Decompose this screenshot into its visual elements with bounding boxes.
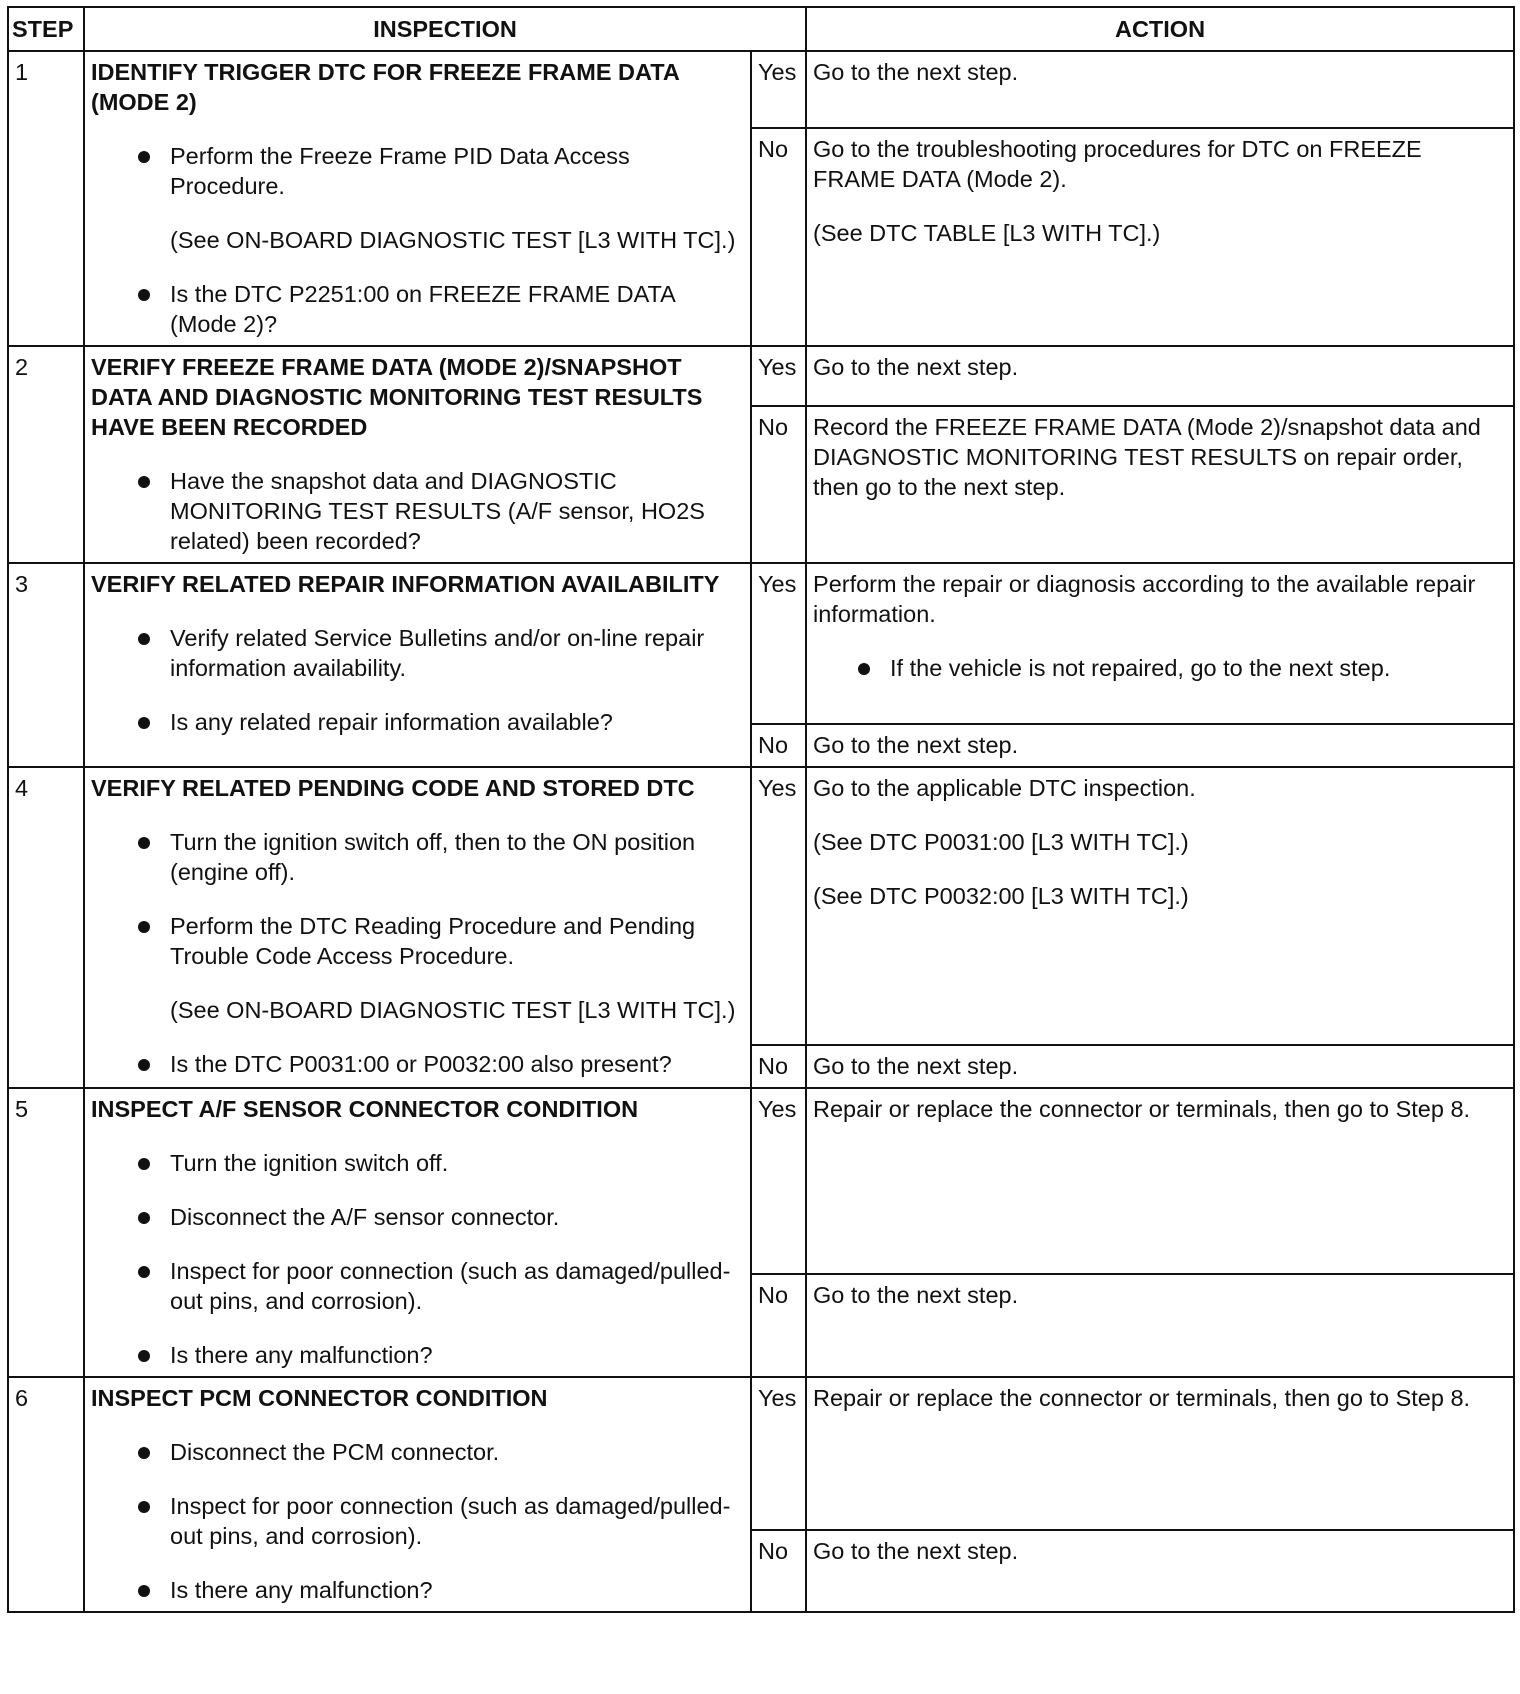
step-title: INSPECT A/F SENSOR CONNECTOR CONDITION bbox=[91, 1096, 639, 1122]
step-1-inspection bbox=[84, 51, 751, 346]
action-text: Go to the applicable DTC inspection. bbox=[813, 775, 1196, 801]
step-title: VERIFY FREEZE FRAME DATA (MODE 2)/SNAPSHOT DATA AND DIAGNOSTIC MONITORING TEST RESULTS HAVE BEEN RECORDED bbox=[91, 354, 703, 440]
yes-label: Yes bbox=[751, 563, 806, 724]
step-6-inspection bbox=[84, 1377, 751, 1612]
step-number: 1 bbox=[8, 51, 84, 346]
step-5-yes-row bbox=[8, 1088, 1514, 1274]
inspection-bullet: Perform the DTC Reading Procedure and Pending Trouble Code Access Procedure. bbox=[91, 911, 743, 971]
reference-note: (See ON-BOARD DIAGNOSTIC TEST [L3 WITH TC].) bbox=[170, 227, 736, 253]
reference-note: (See ON-BOARD DIAGNOSTIC TEST [L3 WITH TC].) bbox=[170, 997, 736, 1023]
step-number: 2 bbox=[8, 346, 84, 563]
step-6-yes-row bbox=[8, 1377, 1514, 1530]
inspection-bullet: Turn the ignition switch off. bbox=[91, 1148, 743, 1178]
inspection-bullet: Have the snapshot data and DIAGNOSTIC MONITORING TEST RESULTS (A/F sensor, HO2S related) been recorded? bbox=[91, 466, 743, 556]
inspection-bullets bbox=[91, 827, 743, 971]
no-label: No bbox=[751, 1045, 806, 1088]
inspection-bullet: Is any related repair information available? bbox=[91, 707, 743, 737]
diagnostic-procedure-table bbox=[7, 6, 1515, 1613]
yes-label: Yes bbox=[751, 767, 806, 1045]
step-4-yes-row bbox=[8, 767, 1514, 1045]
no-action bbox=[806, 1274, 1514, 1377]
action-text: Go to the next step. bbox=[813, 1053, 1019, 1079]
yes-action bbox=[806, 563, 1514, 724]
yes-label: Yes bbox=[751, 1377, 806, 1530]
step-1-yes-row bbox=[8, 51, 1514, 128]
inspection-bullets bbox=[91, 1437, 743, 1605]
action-text: Go to the next step. bbox=[813, 1538, 1019, 1564]
step-title: IDENTIFY TRIGGER DTC FOR FREEZE FRAME DATA (MODE 2) bbox=[91, 59, 679, 115]
action-text: Go to the troubleshooting procedures for DTC on FREEZE FRAME DATA (Mode 2). bbox=[813, 136, 1422, 192]
reference-note: (See DTC TABLE [L3 WITH TC].) bbox=[813, 220, 1161, 246]
step-number: 4 bbox=[8, 767, 84, 1088]
yes-action bbox=[806, 1377, 1514, 1530]
no-label: No bbox=[751, 406, 806, 563]
yes-action bbox=[806, 1088, 1514, 1274]
action-text: Go to the next step. bbox=[813, 732, 1019, 758]
reference-note: (See DTC P0032:00 [L3 WITH TC].) bbox=[813, 883, 1189, 909]
inspection-bullet: Verify related Service Bulletins and/or on-line repair information availability. bbox=[91, 623, 743, 683]
step-2-yes-row bbox=[8, 346, 1514, 406]
no-action bbox=[806, 406, 1514, 563]
action-bullets bbox=[813, 653, 1506, 683]
inspection-bullets bbox=[91, 279, 743, 339]
inspection-bullets bbox=[91, 466, 743, 556]
action-text: Go to the next step. bbox=[813, 354, 1019, 380]
step-4-inspection bbox=[84, 767, 751, 1088]
step-2-inspection bbox=[84, 346, 751, 563]
inspection-bullet: Disconnect the A/F sensor connector. bbox=[91, 1202, 743, 1232]
reference-note: (See DTC P0031:00 [L3 WITH TC].) bbox=[813, 829, 1189, 855]
no-label: No bbox=[751, 128, 806, 346]
yes-action bbox=[806, 767, 1514, 1045]
no-action bbox=[806, 128, 1514, 346]
step-number: 6 bbox=[8, 1377, 84, 1612]
step-column-header: STEP bbox=[8, 7, 84, 51]
yes-label: Yes bbox=[751, 51, 806, 128]
yes-action bbox=[806, 51, 1514, 128]
no-label: No bbox=[751, 724, 806, 767]
header-row bbox=[8, 7, 1514, 51]
inspection-bullet: Inspect for poor connection (such as damaged/pulled-out pins, and corrosion). bbox=[91, 1491, 743, 1551]
action-text: Repair or replace the connector or terminals, then go to Step 8. bbox=[813, 1385, 1471, 1411]
no-action bbox=[806, 1530, 1514, 1612]
inspection-bullets bbox=[91, 623, 743, 737]
inspection-bullet: Disconnect the PCM connector. bbox=[91, 1437, 743, 1467]
yes-action bbox=[806, 346, 1514, 406]
inspection-bullet: Is the DTC P2251:00 on FREEZE FRAME DATA (Mode 2)? bbox=[91, 279, 743, 339]
action-text: Go to the next step. bbox=[813, 59, 1019, 85]
yes-label: Yes bbox=[751, 346, 806, 406]
step-3-yes-row bbox=[8, 563, 1514, 724]
inspection-bullets bbox=[91, 1049, 743, 1079]
step-5-inspection bbox=[84, 1088, 751, 1377]
inspection-bullet: Is the DTC P0031:00 or P0032:00 also present? bbox=[91, 1049, 743, 1079]
no-action bbox=[806, 724, 1514, 767]
inspection-bullets bbox=[91, 1148, 743, 1370]
step-title: VERIFY RELATED PENDING CODE AND STORED DTC bbox=[91, 775, 695, 801]
action-text: Go to the next step. bbox=[813, 1282, 1019, 1308]
inspection-bullet: Turn the ignition switch off, then to the ON position (engine off). bbox=[91, 827, 743, 887]
yes-label: Yes bbox=[751, 1088, 806, 1274]
action-column-header: ACTION bbox=[806, 7, 1514, 51]
inspection-bullet: Inspect for poor connection (such as damaged/pulled-out pins, and corrosion). bbox=[91, 1256, 743, 1316]
inspection-bullet: Perform the Freeze Frame PID Data Access Procedure. bbox=[91, 141, 743, 201]
inspection-column-header: INSPECTION bbox=[84, 7, 806, 51]
step-number: 3 bbox=[8, 563, 84, 767]
step-title: VERIFY RELATED REPAIR INFORMATION AVAILABILITY bbox=[91, 571, 720, 597]
no-action bbox=[806, 1045, 1514, 1088]
no-label: No bbox=[751, 1530, 806, 1612]
inspection-bullets bbox=[91, 141, 743, 201]
inspection-bullet: Is there any malfunction? bbox=[91, 1575, 743, 1605]
action-text: Record the FREEZE FRAME DATA (Mode 2)/snapshot data and DIAGNOSTIC MONITORING TEST RESULTS on repair order, then go to the next step. bbox=[813, 414, 1481, 500]
step-title: INSPECT PCM CONNECTOR CONDITION bbox=[91, 1385, 548, 1411]
action-text: Perform the repair or diagnosis according to the available repair information. bbox=[813, 571, 1476, 627]
inspection-bullet: Is there any malfunction? bbox=[91, 1340, 743, 1370]
step-3-inspection bbox=[84, 563, 751, 767]
action-bullet: If the vehicle is not repaired, go to the next step. bbox=[813, 653, 1506, 683]
no-label: No bbox=[751, 1274, 806, 1377]
step-number: 5 bbox=[8, 1088, 84, 1377]
action-text: Repair or replace the connector or terminals, then go to Step 8. bbox=[813, 1096, 1471, 1122]
